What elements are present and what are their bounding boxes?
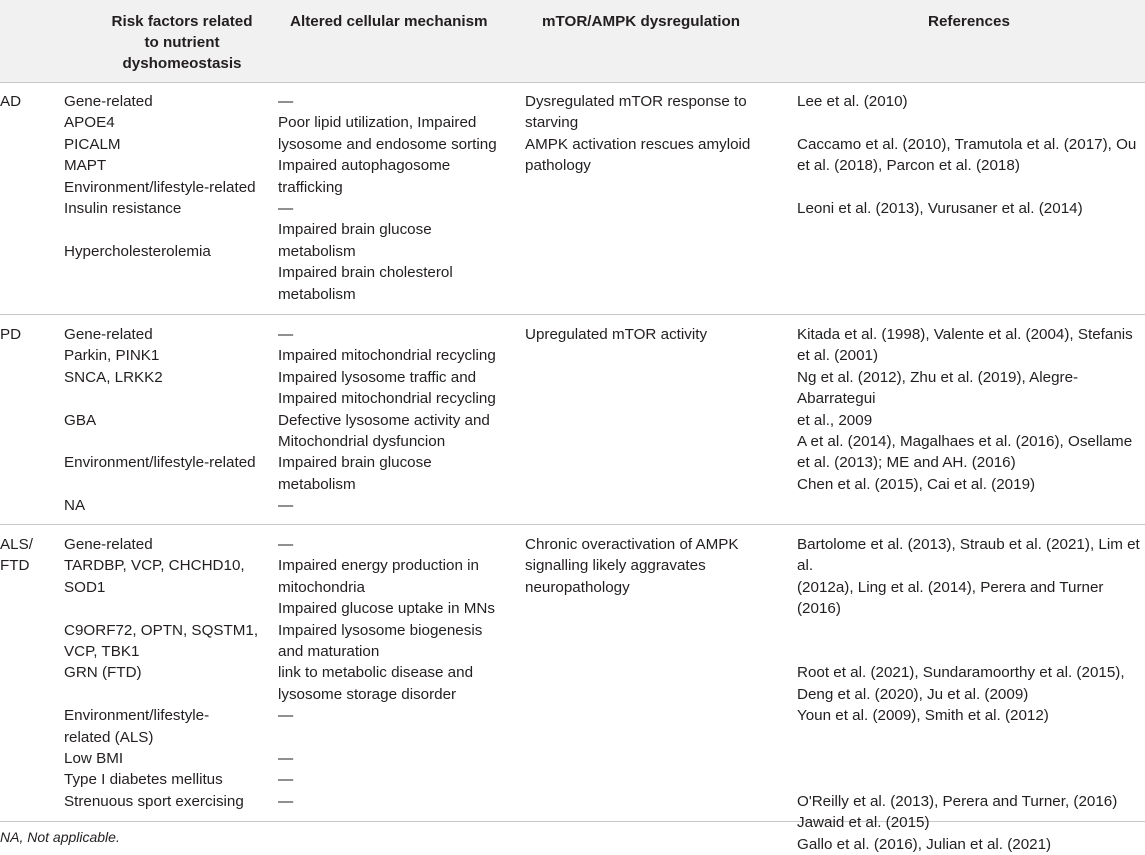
table-footnote: NA, Not applicable. xyxy=(0,829,120,845)
header-references: References xyxy=(928,13,1010,30)
disease-label: AD xyxy=(0,93,22,110)
section-pd xyxy=(0,315,1145,525)
mechanism-cell: — Impaired energy production in mitochondria Impaired glucose uptake in MNs Impaired lysosome biogenesis and maturation link to metabolic disease and lysosome storage disorder — — — — xyxy=(278,536,495,810)
mtor-ampk-cell: Dysregulated mTOR response to starving AMPK activation rescues amyloid pathology xyxy=(525,93,751,175)
mtor-ampk-cell: Chronic overactivation of AMPK signalling likely aggravates neuropathology xyxy=(525,536,739,596)
references-cell: Kitada et al. (1998), Valente et al. (2004), Stefanis et al. (2001) Ng et al. (2012), Zhu et al. (2019), Alegre-Abarrategui et al., 2009 A et al. (2014), Magalhaes et al. (2016), Osellame et al. (2013); ME and AH. (2016) Chen et al. (2015), Cai et al. (2019) xyxy=(797,326,1133,493)
mechanism-cell: — Poor lipid utilization, Impaired lysosome and endosome sorting Impaired autophagosome trafficking — Impaired brain glucose metabolism Impaired brain cholesterol metabolism xyxy=(278,93,497,303)
references-cell: Bartolome et al. (2013), Straub et al. (2021), Lim et al. (2012a), Ling et al. (2014), Perera and Turner (2016) Root et al. (2021), Sundaramoorthy et al. (2015), Deng et al. (2020), Ju et al. (2009) Youn et al. (2009), Smith et al. (2012) O'Reilly et al. (2013), Perera and Turner, (2016) Jawaid et al. (2015) Gallo et al. (2016), Julian et al. (2021) xyxy=(797,536,1140,853)
disease-label: PD xyxy=(0,326,22,343)
risk-factors-cell: Gene-related APOE4 PICALM MAPT Environment/lifestyle-related Insulin resistance Hypercholesterolemia xyxy=(64,93,256,260)
section-ad xyxy=(0,82,1145,315)
header-mtor-ampk: mTOR/AMPK dysregulation xyxy=(542,13,741,30)
risk-factors-cell: Gene-related TARDBP, VCP, CHCHD10, SOD1 C9ORF72, OPTN, SQSTM1, VCP, TBK1 GRN (FTD) Environment/lifestyle- related (ALS) Low BMI Type I diabetes mellitus Strenuous sport exercising xyxy=(64,536,259,810)
mtor-ampk-cell: Upregulated mTOR activity xyxy=(525,326,708,343)
table-header xyxy=(0,0,1145,83)
mechanism-cell: — Impaired mitochondrial recycling Impaired lysosome traffic and Impaired mitochondrial recycling Defective lysosome activity and Mitochondrial dysfuncion Impaired brain glucose metabolism — xyxy=(278,326,496,515)
header-cellular-mechanism: Altered cellular mechanism xyxy=(290,13,488,30)
references-cell: Lee et al. (2010) Caccamo et al. (2010), Tramutola et al. (2017), Ou et al. (2018), Parcon et al. (2018) Leoni et al. (2013), Vurusaner et al. (2014) xyxy=(797,93,1137,218)
risk-factors-cell: Gene-related Parkin, PINK1 SNCA, LRKK2 GBA Environment/lifestyle-related NA xyxy=(64,326,256,515)
disease-label: ALS/ FTD xyxy=(0,536,33,575)
header-risk-factors: Risk factors related to nutrient dyshomeostasis xyxy=(111,13,253,72)
